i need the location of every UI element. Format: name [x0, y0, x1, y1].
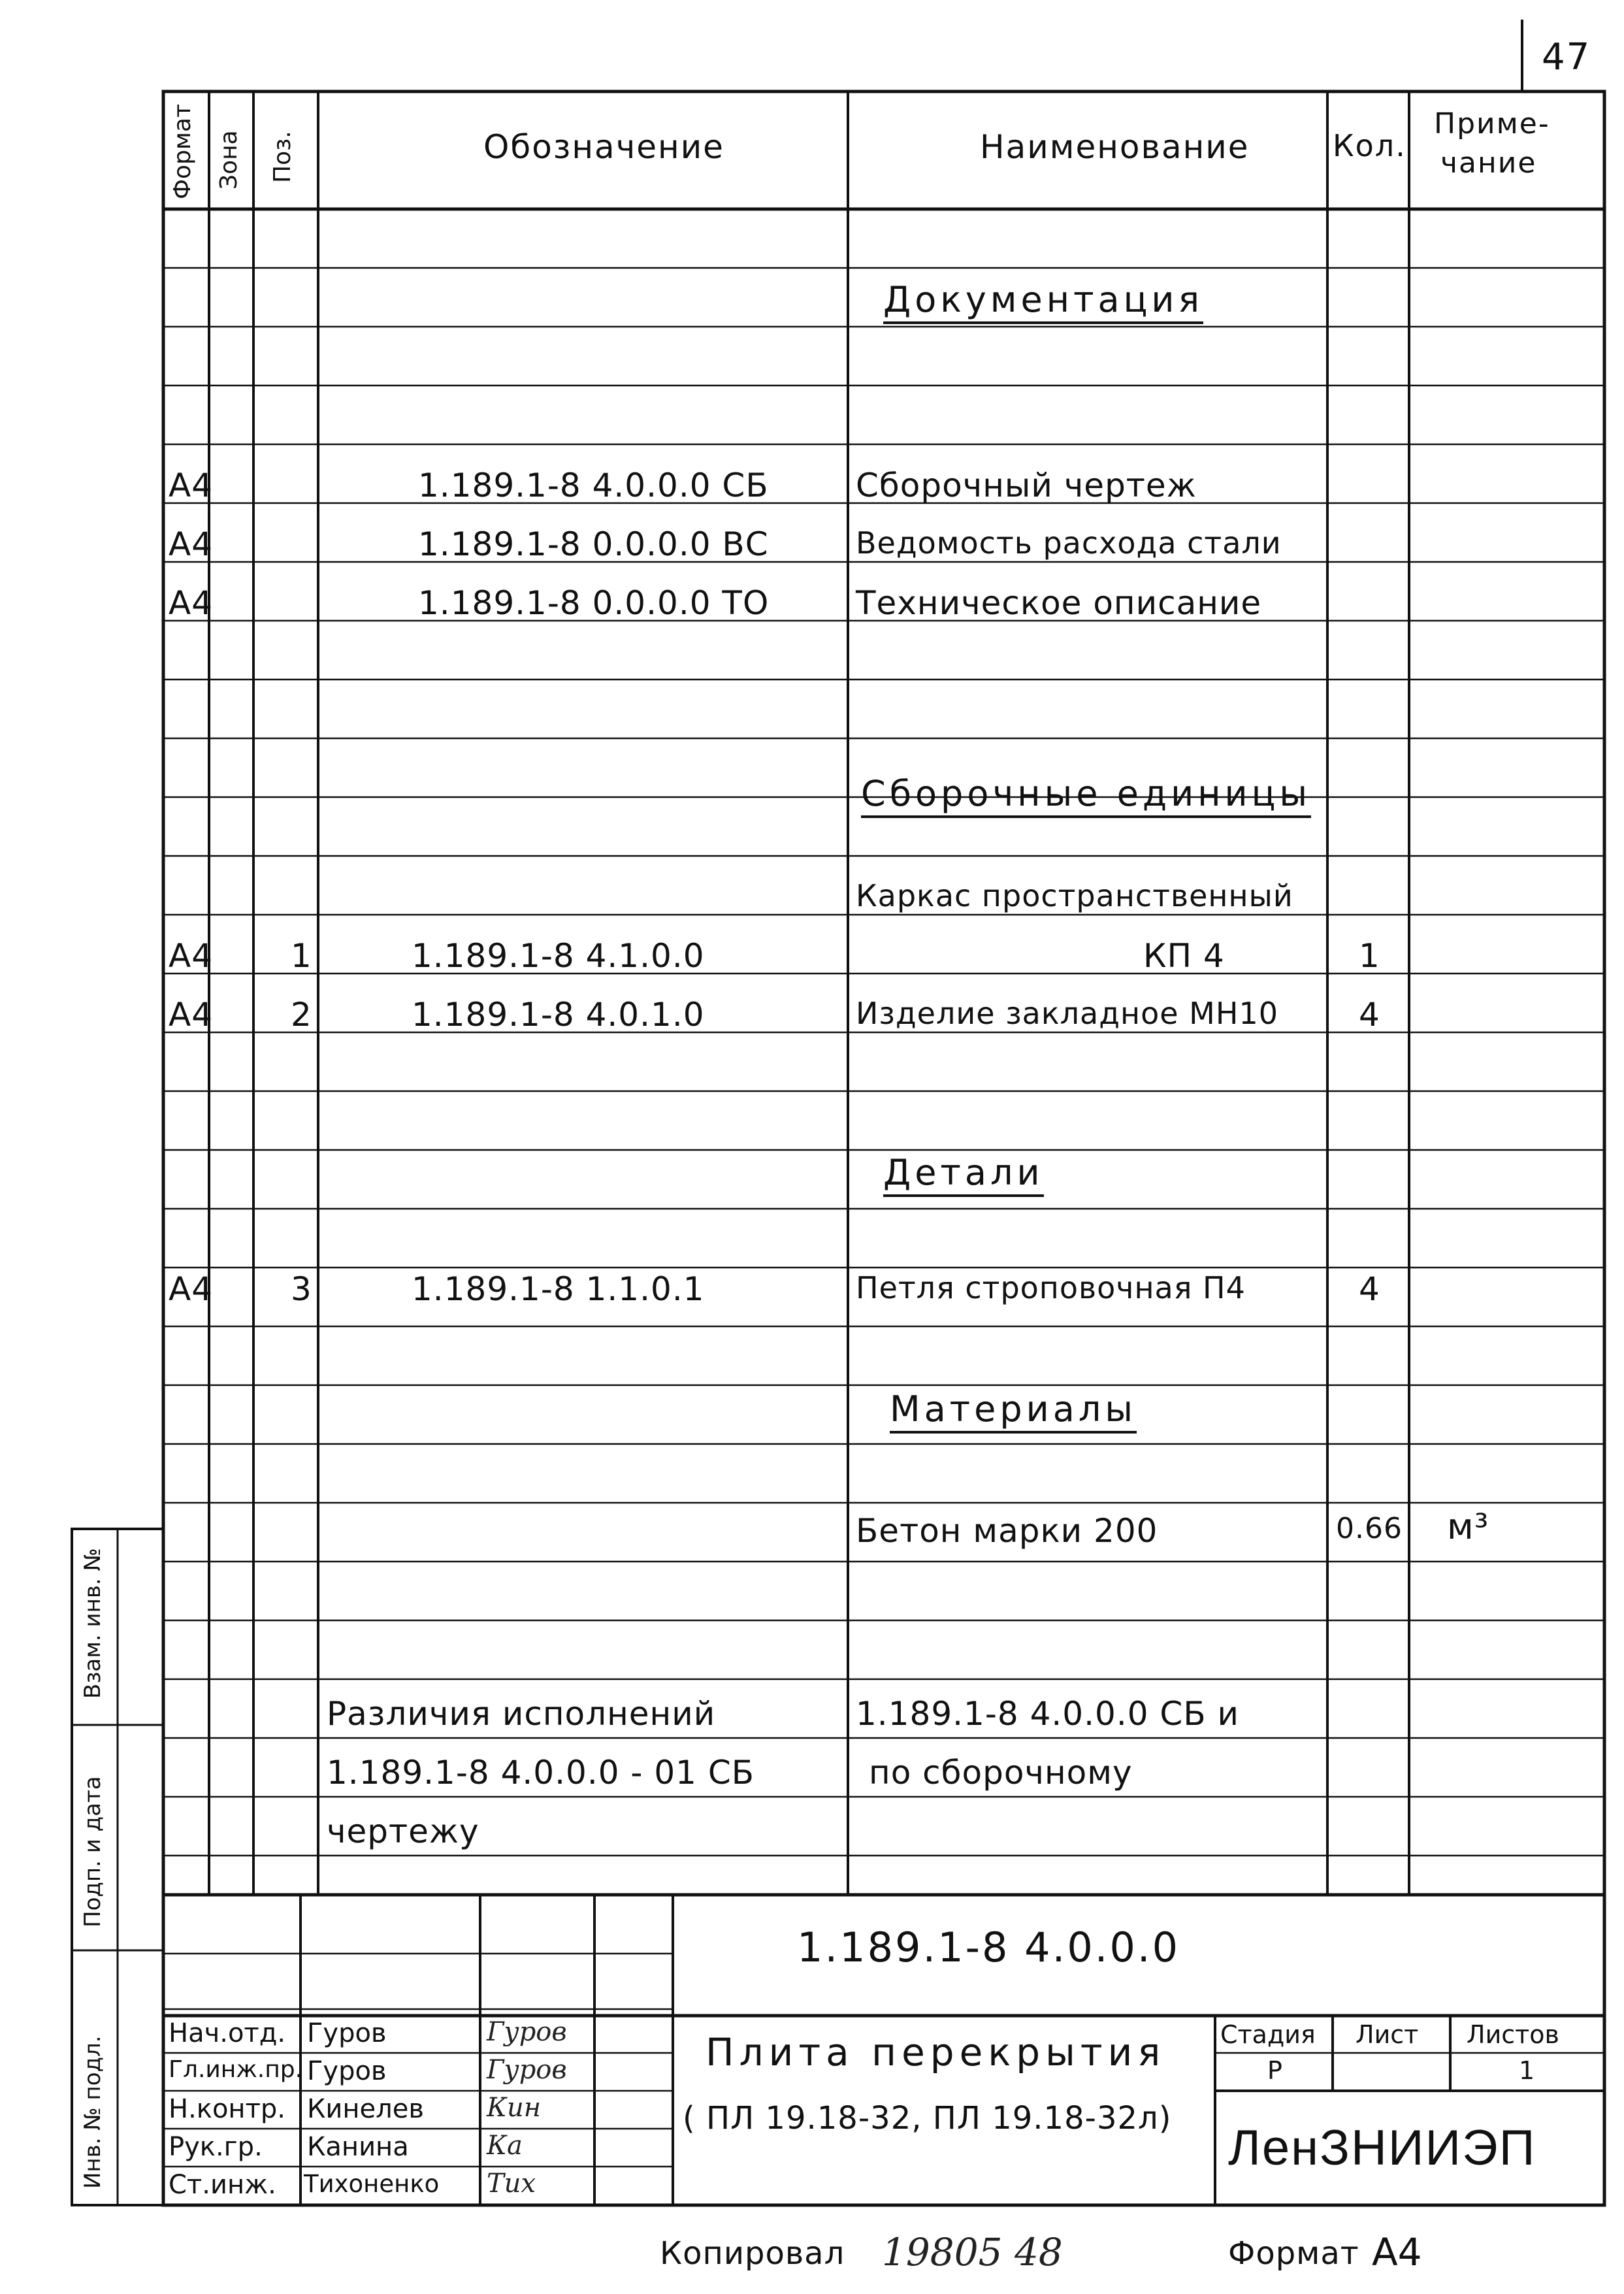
sheets-value: 1 [1519, 2056, 1535, 2085]
sheets-label: Листов [1467, 2020, 1559, 2049]
row-pos: 1 [291, 937, 312, 975]
row-designation: 1.189.1-8 1.1.0.1 [412, 1270, 705, 1308]
row-designation: 1.189.1-8 0.0.0.0 ВС [418, 525, 769, 563]
row-format: А4 [169, 525, 214, 563]
role-person: Гуров [307, 2056, 387, 2086]
row-designation: 1.189.1-8 0.0.0.0 ТО [418, 584, 770, 622]
section-materials: Материалы [890, 1392, 1137, 1434]
row-name: Бетон марки 200 [856, 1512, 1158, 1550]
role-label: Гл.инж.пр. [169, 2056, 303, 2083]
row-qty: 4 [1359, 1270, 1380, 1308]
variants-line1-left: Различия исполнений [327, 1695, 716, 1733]
row-qty: 4 [1359, 996, 1380, 1034]
role-label: Нач.отд. [169, 2018, 286, 2048]
side-label-inv-podl: Инв. № подл. [80, 2035, 106, 2189]
role-person: Кинелев [307, 2094, 424, 2124]
row-format: А4 [169, 1270, 214, 1308]
copied-label: Копировал [660, 2235, 845, 2272]
row-format: А4 [169, 467, 214, 504]
section-documentation: Документация [883, 282, 1203, 324]
header-qty: Кол. [1333, 128, 1406, 163]
row-qty: 1 [1359, 937, 1380, 975]
role-label: Рук.гр. [169, 2132, 263, 2162]
row-note: м³ [1447, 1506, 1489, 1547]
row-name: КП 4 [1143, 937, 1225, 975]
role-signature: Гуров [487, 2017, 567, 2047]
header-designation: Обозначение [483, 128, 724, 166]
role-label: Н.контр. [169, 2094, 285, 2124]
page-number: 47 [1542, 36, 1591, 78]
role-label: Ст.инж. [169, 2170, 276, 2200]
row-name: Изделие закладное МН10 [856, 996, 1278, 1031]
row-name: Каркас пространственный [856, 878, 1293, 913]
section-assembly-units: Сборочные единицы [861, 776, 1311, 818]
doc-subtitle: ( ПЛ 19.18-32, ПЛ 19.18-32л) [683, 2100, 1172, 2137]
row-pos: 2 [291, 996, 312, 1034]
variants-line3-left: чертежу [327, 1812, 479, 1850]
header-note-line2: чание [1440, 146, 1537, 180]
row-format: А4 [169, 584, 214, 622]
sheet-label: Лист [1356, 2020, 1419, 2049]
format-value: А4 [1372, 2230, 1422, 2274]
role-signature: Тих [487, 2169, 536, 2199]
role-person: Гуров [307, 2018, 387, 2048]
row-format: А4 [169, 996, 214, 1034]
row-designation: 1.189.1-8 4.0.0.0 СБ [418, 467, 769, 504]
variants-line2-left: 1.189.1-8 4.0.0.0 - 01 СБ [327, 1754, 755, 1792]
role-signature: Кин [487, 2093, 542, 2123]
role-signature: Ка [487, 2131, 523, 2161]
role-person: Тихоненко [304, 2170, 440, 2198]
row-designation: 1.189.1-8 4.0.1.0 [412, 996, 705, 1034]
role-signature: Гуров [487, 2055, 567, 2085]
side-label-vzam: Взам. инв. № [80, 1548, 106, 1699]
side-label-podp-data: Подп. и дата [80, 1776, 106, 1927]
doc-title: Плита перекрытия [706, 2030, 1166, 2074]
role-person: Канина [307, 2132, 409, 2162]
header-zone: Зона [216, 130, 242, 189]
format-label: Формат [1228, 2235, 1359, 2272]
row-name: Техническое описание [856, 584, 1262, 622]
variants-line2-right: по сборочному [869, 1754, 1133, 1792]
row-qty: 0.66 [1336, 1512, 1403, 1545]
section-details: Детали [883, 1155, 1044, 1197]
header-name: Наименование [980, 128, 1250, 166]
doc-code: 1.189.1-8 4.0.0.0 [797, 1924, 1180, 1971]
row-designation: 1.189.1-8 4.1.0.0 [412, 937, 705, 975]
row-name: Сборочный чертеж [856, 467, 1197, 504]
header-pos: Поз. [269, 131, 296, 183]
header-note-line1: Приме- [1434, 107, 1550, 140]
variants-line1-right: 1.189.1-8 4.0.0.0 СБ и [856, 1695, 1240, 1733]
org-name: ЛенЗНИИЭП [1228, 2120, 1536, 2176]
header-format: Формат [169, 103, 196, 199]
stage-label: Стадия [1220, 2020, 1316, 2049]
row-format: А4 [169, 937, 214, 975]
row-name: Петля строповочная П4 [856, 1270, 1246, 1305]
row-pos: 3 [291, 1270, 312, 1308]
row-name: Ведомость расхода стали [856, 525, 1282, 561]
stage-value: Р [1267, 2056, 1282, 2085]
copied-number: 19805 48 [882, 2230, 1063, 2274]
